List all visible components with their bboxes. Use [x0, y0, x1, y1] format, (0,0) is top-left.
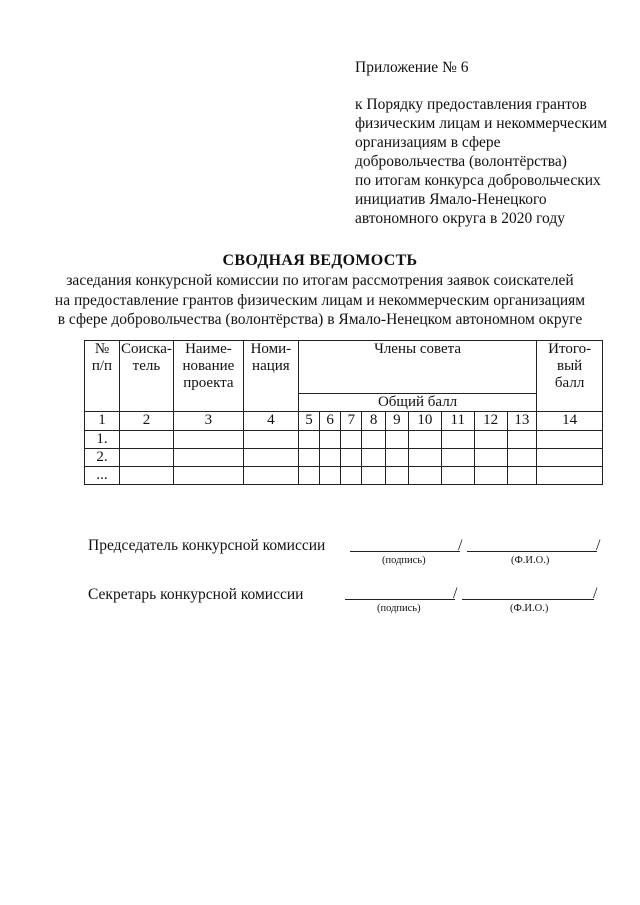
document-subtitle-line: на предоставление грантов физическим лицам и некоммерческим организациям — [54, 291, 586, 309]
column-number: 14 — [537, 412, 603, 431]
header-number: № п/п — [85, 341, 120, 412]
secretary-signature-caption: (подпись) — [377, 603, 421, 614]
row-number: ... — [85, 467, 120, 485]
chair-name-caption: (Ф.И.О.) — [511, 555, 550, 566]
appendix-line: инициатив Ямало-Ненецкого — [355, 191, 547, 208]
appendix-block — [355, 58, 607, 228]
column-number: 7 — [341, 412, 362, 431]
secretary-name-caption: (Ф.И.О.) — [510, 603, 549, 614]
header-council-members: Члены совета — [298, 341, 536, 394]
chair-slash: / — [458, 537, 463, 554]
document-heading — [0, 250, 640, 330]
header-score: Общий балл — [298, 394, 536, 412]
header-nomination: Номи- нация — [243, 341, 298, 412]
column-number: 4 — [243, 412, 298, 431]
document-subtitle-line: в сфере добровольчества (волонтёрства) в Ямало-Ненецком автономном округе — [57, 311, 583, 328]
row-number: 2. — [85, 449, 120, 467]
table-row — [85, 467, 603, 485]
column-number: 3 — [173, 412, 243, 431]
row-number: 1. — [85, 431, 120, 449]
chair-slash-end: / — [596, 537, 601, 554]
table-row — [85, 449, 603, 467]
column-number: 9 — [385, 412, 408, 431]
appendix-title: Приложение № 6 — [355, 59, 469, 76]
header-total-score: Итого- вый балл — [537, 341, 603, 412]
chair-signature-caption: (подпись) — [382, 555, 426, 566]
header-applicant: Соиска- тель — [119, 341, 173, 412]
column-number: 10 — [409, 412, 442, 431]
secretary-signature-line[interactable] — [345, 599, 455, 600]
column-number: 2 — [119, 412, 173, 431]
appendix-line: по итогам конкурса добровольческих — [355, 172, 601, 189]
secretary-slash: / — [453, 585, 458, 602]
column-number: 5 — [298, 412, 319, 431]
summary-table — [84, 340, 603, 485]
secretary-slash-end: / — [593, 585, 598, 602]
appendix-line: добровольчества (волонтёрства) — [355, 153, 567, 170]
chair-signature-line[interactable] — [350, 551, 460, 552]
column-number: 13 — [507, 412, 537, 431]
appendix-line: организациям в сфере — [355, 134, 501, 151]
document-subtitle-line: заседания конкурсной комиссии по итогам рассмотрения заявок соискателей — [66, 272, 574, 289]
chair-label: Председатель конкурсной комиссии — [88, 537, 326, 554]
secretary-label: Секретарь конкурсной комиссии — [88, 586, 304, 603]
appendix-line: к Порядку предоставления грантов — [355, 96, 587, 113]
column-number: 1 — [85, 412, 120, 431]
column-number: 6 — [320, 412, 341, 431]
appendix-line: физическим лицам и некоммерческим — [355, 115, 608, 132]
column-number: 11 — [441, 412, 474, 431]
column-number: 8 — [362, 412, 385, 431]
table-row — [85, 431, 603, 449]
appendix-line: автономного округа в 2020 году — [355, 210, 565, 227]
column-number: 12 — [474, 412, 507, 431]
document-title: СВОДНАЯ ВЕДОМОСТЬ — [222, 252, 418, 269]
header-project-name: Наиме- нование проекта — [173, 341, 243, 412]
chair-name-line[interactable] — [467, 551, 597, 552]
secretary-name-line[interactable] — [462, 599, 594, 600]
